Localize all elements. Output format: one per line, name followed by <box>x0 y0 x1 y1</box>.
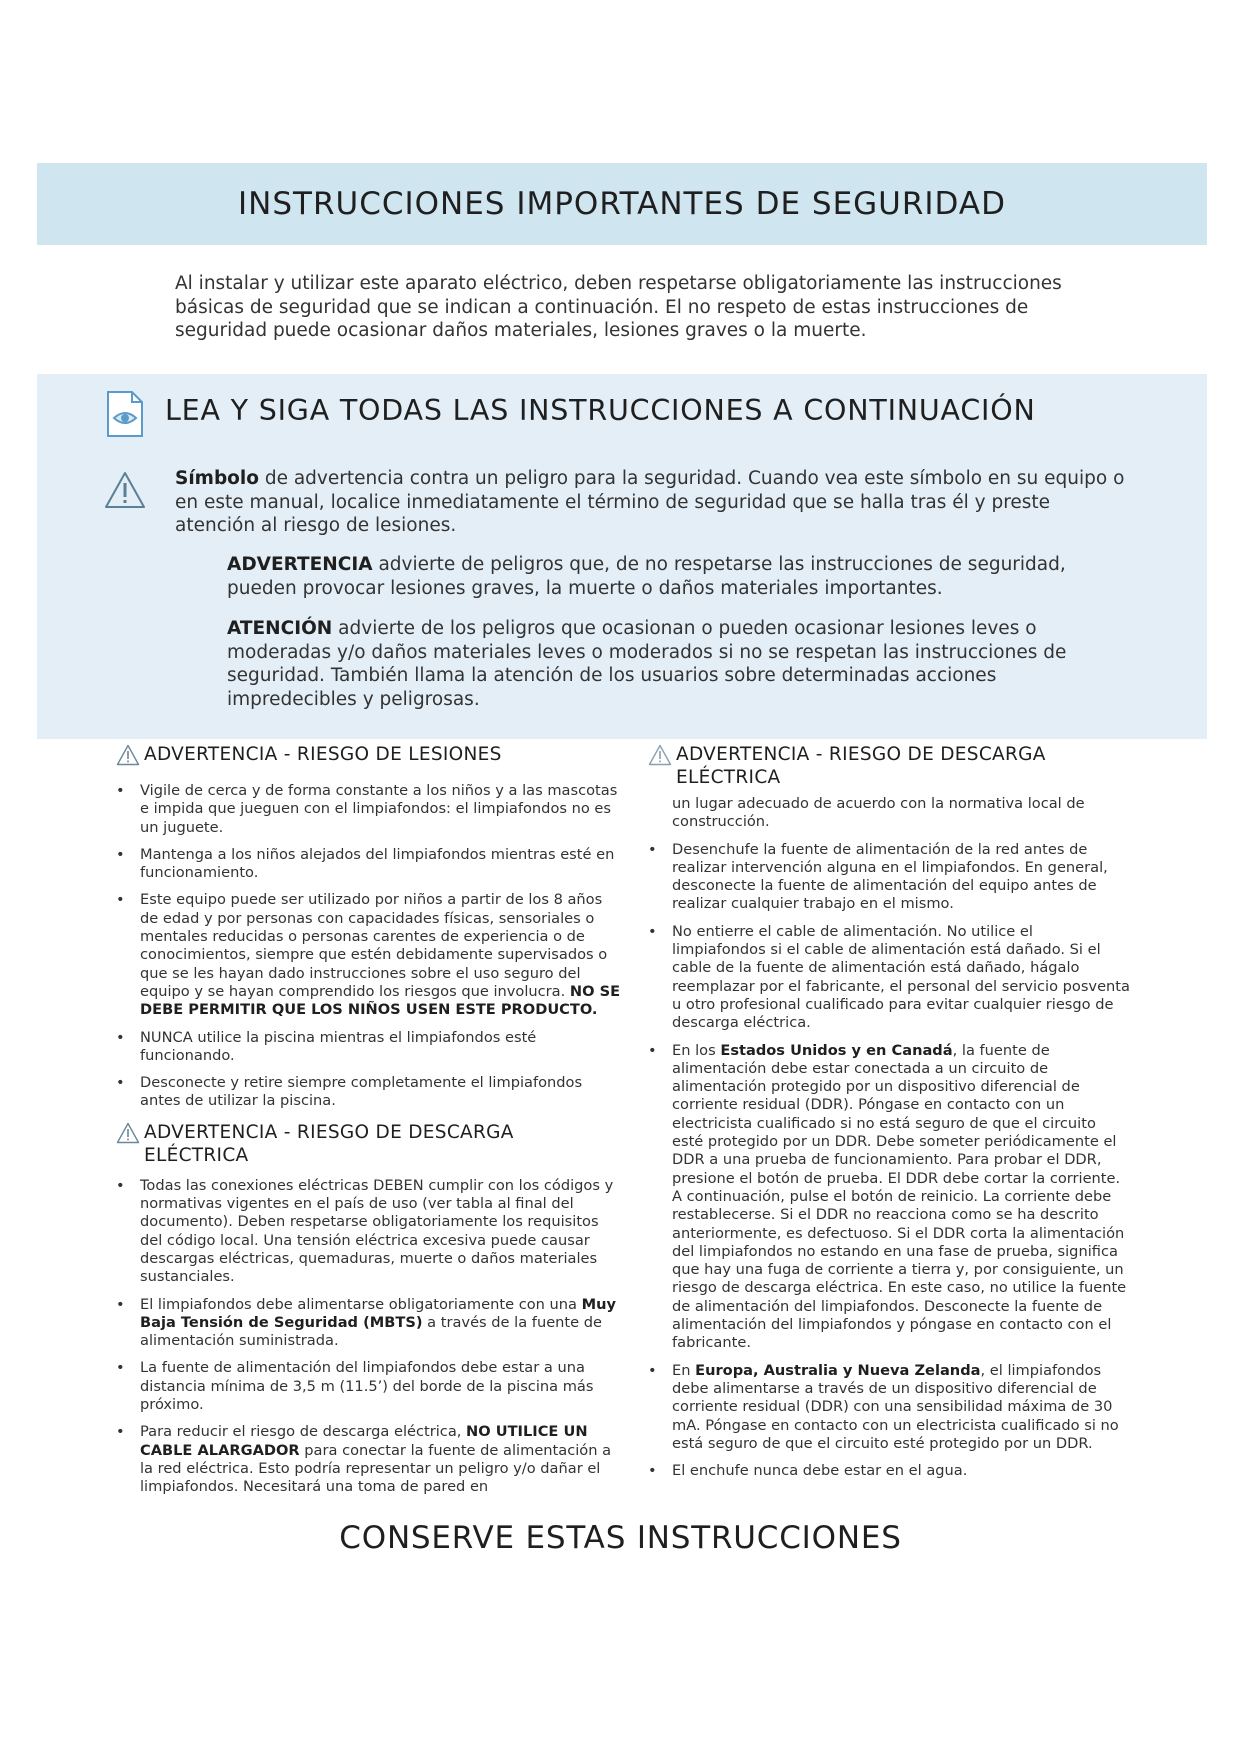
list-item <box>116 1296 624 1351</box>
warning-triangle-icon <box>104 471 146 509</box>
list-item-text: El limpiafondos debe alimentarse obligatoriamente con una <box>140 1295 582 1313</box>
shock-section-title: ADVERTENCIA - RIESGO DE DESCARGA ELÉCTRICA <box>676 744 1046 788</box>
list-item-bold: Muy Baja Tensión de Seguridad (MBTS) <box>140 1295 617 1331</box>
shock-list-right <box>648 841 1130 1481</box>
intro-paragraph: Al instalar y utilizar este aparato eléctrico, deben respetarse obligatoriamente las instrucciones básicas de seguridad que se indican a continuación. El no respeto de estas instrucciones de seguridad puede ocasionar daños materiales, lesiones graves o la muerte. <box>175 273 1062 341</box>
symbol-description: de advertencia contra un peligro para la seguridad. Cuando vea este símbolo en su equipo o en este manual, localice inmediatamente el término de seguridad que se halla tras él y preste atención al riesgo de lesiones. <box>175 468 1125 536</box>
footer-title: CONSERVE ESTAS INSTRUCCIONES <box>339 1520 902 1556</box>
atencion-paragraph <box>227 617 1107 711</box>
list-item <box>116 1423 624 1496</box>
list-item: • Mantenga a los niños alejados del limpiafondos mientras esté en funcionamiento. <box>116 846 624 883</box>
list-item-bold: Estados Unidos y en Canadá <box>720 1041 953 1059</box>
atencion-term: ATENCIÓN <box>227 618 333 639</box>
shock-list-left <box>116 1177 624 1497</box>
page-title: INSTRUCCIONES IMPORTANTES DE SEGURIDAD <box>238 186 1006 222</box>
symbol-term: Símbolo <box>175 468 259 489</box>
warning-triangle-icon <box>648 744 672 766</box>
list-item-text: Para reducir el riesgo de descarga eléctrica, <box>140 1423 467 1441</box>
list-item-text: , la fuente de alimentación debe estar conectada a un circuito de alimentación protegido por un dispositivo diferencial de corriente residual (DDR). Póngase en contacto con un electricista cualificado si no está seguro de que el circuito esté protegido por un DDR. Debe someter periódicamente el DDR a una prueba de funcionamiento. Para probar el DDR, presione el botón de prueba. El DDR debe cortar la corriente. A continuación, pulse el botón de reinicio. La corriente debe restablecerse. Si el DDR no reacciona como se ha descrito anteriormente, es defectuoso. Si el DDR corta la alimentación del limpiafondos no estando en una fase de prueba, significa que hay una fuga de corriente a tierra y, por consiguiente, un riesgo de descarga eléctrica. En este caso, no utilice la fuente de alimentación del limpiafondos. Desconecte la fuente de alimentación del limpiafondos y póngase en contacto con el fabricante. <box>672 1041 1127 1352</box>
list-item-bold: NO UTILICE UN CABLE ALARGADOR <box>140 1423 588 1459</box>
injury-section-title: ADVERTENCIA - RIESGO DE LESIONES <box>144 744 502 765</box>
document-eye-icon <box>106 390 144 438</box>
list-item: • Vigile de cerca y de forma constante a los niños y a las mascotas e impida que jueguen con el limpiafondos: el limpiafondos no es un juguete. <box>116 782 624 837</box>
list-item-bold: NO SE DEBE PERMITIR QUE LOS NIÑOS USEN ESTE PRODUCTO. <box>140 982 621 1019</box>
right-column <box>648 743 1130 1489</box>
list-item: • El enchufe nunca debe estar en el agua. <box>648 1462 1130 1480</box>
advertencia-description: advierte de peligros que, de no respetarse las instrucciones de seguridad, pueden provocar lesiones graves, la muerte o daños materiales importantes. <box>227 554 1066 599</box>
shock-section-title: ADVERTENCIA - RIESGO DE DESCARGA ELÉCTRICA <box>144 1121 514 1166</box>
list-item-text: para conectar la fuente de alimentación a la red eléctrica. Esto podría representar un peligro y/o dañar el limpiafondos. Necesitará una toma de pared en <box>140 1441 612 1496</box>
injury-list <box>116 782 624 1111</box>
list-item: • Desconecte y retire siempre completamente el limpiafondos antes de utilizar la piscina. <box>116 1074 624 1111</box>
warning-triangle-icon <box>116 744 140 766</box>
list-item-text: a través de la fuente de alimentación suministrada. <box>140 1313 603 1350</box>
list-item-text: En los <box>672 1041 721 1059</box>
list-item: • La fuente de alimentación del limpiafondos debe estar a una distancia mínima de 3,5 m (11.5’) del borde de la piscina más próximo. <box>116 1359 624 1414</box>
list-item: • NUNCA utilice la piscina mientras el limpiafondos esté funcionando. <box>116 1029 624 1066</box>
left-column <box>116 743 624 1497</box>
list-item: • Desenchufe la fuente de alimentación de la red antes de realizar intervención alguna en el limpiafondos. En general, desconecte la fuente de alimentación del equipo antes de realizar cualquier trabajo en el mismo. <box>648 841 1130 914</box>
list-item-text: Este equipo puede ser utilizado por niños a partir de los 8 años de edad y por personas con capacidades físicas, sensoriales o mentales reducidas o personas carentes de experiencia o de conocimientos, siempre que estén debidamente supervisados o que se les hayan dado instrucciones sobre el uso seguro del equipo y se hayan comprendido los riesgos que involucra. <box>140 891 608 1000</box>
continued-text: un lugar adecuado de acuerdo con la normativa local de construcción. <box>672 795 1085 831</box>
list-item-text: , el limpiafondos debe alimentarse a través de un dispositivo diferencial de corriente residual (DDR) con una sensibilidad máxima de 30 mA. Póngase en contacto con un electricista cualificado si no está seguro de que el circuito esté protegido por un DDR. <box>672 1361 1119 1452</box>
symbol-paragraph <box>175 467 1135 538</box>
list-item <box>648 1362 1130 1453</box>
advertencia-paragraph <box>227 553 1107 600</box>
advertencia-term: ADVERTENCIA <box>227 554 373 575</box>
read-heading: LEA Y SIGA TODAS LAS INSTRUCCIONES A CONTINUACIÓN <box>165 394 1036 427</box>
list-item-text: En <box>672 1361 696 1379</box>
list-item: • Todas las conexiones eléctricas DEBEN cumplir con los códigos y normativas vigentes en el país de uso (ver tabla al final del documento). Deben respetarse obligatoriamente los requisitos del código local. Una tensión eléctrica excesiva puede causar descargas eléctricas, quemaduras, muerte o daños materiales sustanciales. <box>116 1177 624 1287</box>
list-item-bold: Europa, Australia y Nueva Zelanda <box>695 1361 981 1379</box>
warning-triangle-icon <box>116 1122 140 1144</box>
injury-section-heading <box>116 743 624 766</box>
list-item <box>116 891 624 1019</box>
list-item <box>648 1042 1130 1353</box>
shock-section-heading <box>116 1121 624 1167</box>
atencion-description: advierte de los peligros que ocasionan o pueden ocasionar lesiones leves o moderadas y/o daños materiales leves o moderados si no se respetan las instrucciones de seguridad. También llama la atención de los usuarios sobre determinadas acciones impredecibles y peligrosas. <box>227 618 1067 710</box>
title-band <box>37 163 1207 245</box>
list-item: • No entierre el cable de alimentación. No utilice el limpiafondos si el cable de alimentación está dañado. Si el cable de la fuente de alimentación está dañado, hágalo reemplazar por el fabricante, el personal del servicio posventa u otro profesional cualificado para evitar cualquier riesgo de descarga eléctrica. <box>648 923 1130 1033</box>
shock-section-heading-continued <box>648 743 1130 789</box>
